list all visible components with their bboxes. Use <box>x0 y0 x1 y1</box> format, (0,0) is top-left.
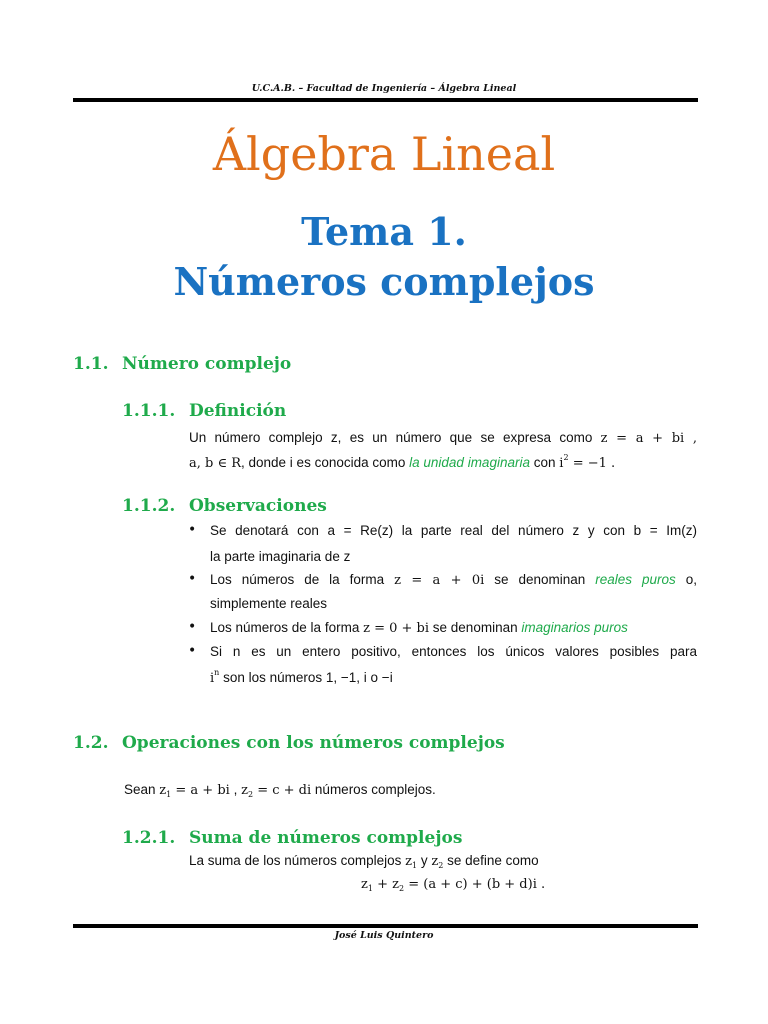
bullet-2-line-1 <box>210 572 697 588</box>
var: z <box>159 783 167 798</box>
section-title: Suma de números complejos <box>189 828 463 848</box>
suma-formula <box>361 877 545 893</box>
section-title: Definición <box>189 401 287 421</box>
header-rule <box>73 98 698 102</box>
page-footer: José Luis Quintero <box>334 930 434 941</box>
var: z <box>405 854 412 869</box>
bullet-icon: • <box>188 643 197 659</box>
text: se denominan <box>494 572 586 587</box>
section-1-1-1-heading <box>122 401 286 421</box>
document-title: Álgebra Lineal <box>212 127 556 181</box>
formula: z = 0 + bi <box>363 621 430 636</box>
formula: z = a + 0i <box>394 573 485 588</box>
text: se define como <box>447 853 539 868</box>
text: Los números de la forma <box>210 572 385 587</box>
highlight-term: reales puros <box>595 572 676 587</box>
text: son los números 1, −1, i o −i <box>223 670 393 685</box>
subscript: 2 <box>247 790 254 799</box>
base: i <box>559 456 564 471</box>
text: , <box>233 782 238 797</box>
bullet-icon: • <box>188 522 197 538</box>
text: y <box>420 853 428 868</box>
rest: = (a + c) + (b + d)i . <box>408 877 546 892</box>
formula-z2 <box>241 783 311 798</box>
highlight-term: imaginarios puros <box>521 620 628 635</box>
rest: = a + bi <box>175 783 230 798</box>
formula-z2 <box>431 854 443 869</box>
section-1-2-heading <box>73 733 505 753</box>
text: Un número complejo z, es un número que se expresa como <box>189 430 593 445</box>
section-title: Número complejo <box>122 354 292 374</box>
formula: z = a + bi , <box>600 431 697 446</box>
bullet-2-line-2: simplemente reales <box>210 596 328 611</box>
var: z <box>392 877 399 892</box>
formula-z1 <box>159 783 230 798</box>
definition-line-1 <box>189 430 697 446</box>
var: z <box>241 783 248 798</box>
section-number: 1.1.1. <box>122 401 176 421</box>
section-1-2-1-heading <box>122 828 462 848</box>
bullet-1-line-2: la parte imaginaria de z <box>210 549 351 564</box>
topic-title: Números complejos <box>173 259 595 304</box>
section-title: Observaciones <box>189 496 327 516</box>
section-number: 1.2.1. <box>122 828 176 848</box>
bullet-4-line-1: Si n es un entero positivo, entonces los únicos valores posibles para <box>210 644 697 659</box>
formula <box>559 453 616 471</box>
text: La suma de los números complejos <box>189 853 402 868</box>
rest: = c + di <box>257 783 312 798</box>
text: Sean <box>124 782 156 797</box>
formula <box>210 668 220 686</box>
formula: a, b ∈ R <box>189 456 242 471</box>
highlight-term: la unidad imaginaria <box>409 455 530 470</box>
section-number: 1.1.2. <box>122 496 176 516</box>
page-header: U.C.A.B. – Facultad de Ingeniería – Álgebra Lineal <box>251 83 517 94</box>
exponent: 2 <box>563 453 569 462</box>
text: con <box>533 455 556 470</box>
section-1-1-heading <box>73 354 291 374</box>
rest: = −1 . <box>572 456 616 471</box>
subscript: 1 <box>367 884 373 893</box>
text: o, <box>685 572 697 587</box>
subscript: 2 <box>399 884 405 893</box>
text: , donde i es conocida como <box>241 455 406 470</box>
operator: + <box>377 877 388 892</box>
definition-line-2 <box>189 453 697 471</box>
bullet-icon: • <box>188 571 197 587</box>
subscript: 1 <box>411 861 418 870</box>
section-1-1-2-heading <box>122 496 327 516</box>
exponent: n <box>214 668 220 677</box>
section-title: Operaciones con los números complejos <box>122 733 505 753</box>
var: z <box>431 854 439 869</box>
text: Los números de la forma <box>210 620 360 635</box>
sean-line <box>124 782 436 799</box>
suma-line <box>189 853 539 870</box>
footer-rule <box>73 924 698 928</box>
var: z <box>361 877 368 892</box>
formula-z1 <box>405 854 417 869</box>
subscript: 2 <box>438 861 444 870</box>
text: números complejos. <box>314 782 436 797</box>
bullet-3-line-1 <box>210 620 697 636</box>
base: i <box>210 671 215 686</box>
bullet-1-line-1: Se denotará con a = Re(z) la parte real del número z y con b = Im(z) <box>210 523 697 538</box>
section-number: 1.1. <box>73 354 109 374</box>
bullet-icon: • <box>188 619 197 635</box>
section-number: 1.2. <box>73 733 109 753</box>
subscript: 1 <box>166 790 172 799</box>
text: se denominan <box>432 620 518 635</box>
topic-number: Tema 1. <box>301 209 467 254</box>
bullet-4-line-2 <box>210 668 393 686</box>
